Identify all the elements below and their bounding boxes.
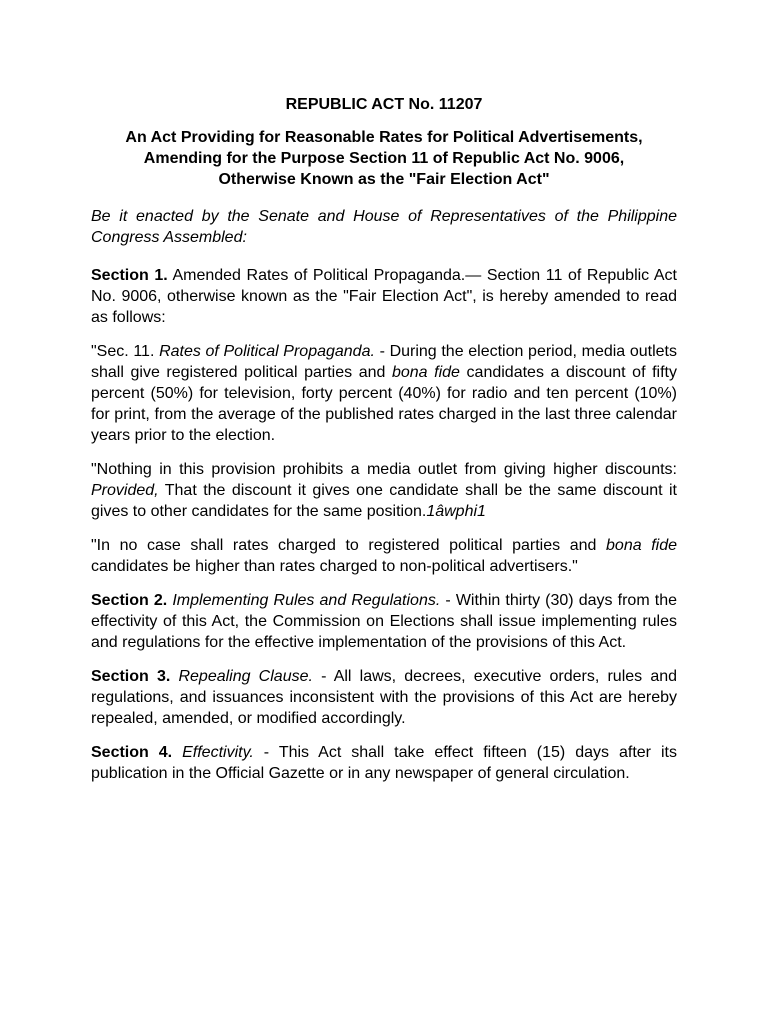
section-4-text: - This Act shall take effect fifteen (15) days after its publication in the Official Gazette or in any newspaper of general circulation. bbox=[91, 744, 677, 782]
discounts-text-2: That the discount it gives one candidate shall be the same discount it gives to other candidates for the same position. bbox=[91, 482, 677, 520]
provided-term: Provided, bbox=[91, 482, 159, 499]
section-1-label: Section 1. bbox=[91, 267, 168, 284]
document-subtitle bbox=[91, 127, 677, 190]
section-2-text: - Within thirty (30) days from the effectivity of this Act, the Commission on Elections shall issue implementing rules and regulations for the effective implementation of the provisions of this Act. bbox=[91, 592, 677, 651]
section-3-heading: Repealing Clause. bbox=[178, 668, 313, 685]
document-body bbox=[91, 94, 677, 797]
discounts-paragraph bbox=[91, 459, 677, 522]
no-case-text-2: candidates be higher than rates charged to non-political advertisers." bbox=[91, 558, 578, 575]
section-3-text: - All laws, decrees, executive orders, rules and regulations, and issuances inconsistent with the provisions of this Act are hereby repealed, amended, or modified accordingly. bbox=[91, 668, 678, 727]
watermark-text: 1âwphi1 bbox=[426, 503, 486, 520]
bona-fide-term: bona fide bbox=[606, 537, 677, 554]
section-4-heading: Effectivity. bbox=[182, 744, 254, 761]
bona-fide-term: bona fide bbox=[391, 364, 460, 381]
section-3-paragraph bbox=[91, 666, 677, 729]
discounts-text-1: "Nothing in this provision prohibits a media outlet from giving higher discounts: bbox=[91, 461, 677, 478]
section-3-label: Section 3. bbox=[91, 668, 171, 685]
section-1-text: Amended Rates of Political Propaganda.— Section 11 of Republic Act No. 9006, otherwise known as the "Fair Election Act", is hereby amended to read as follows: bbox=[91, 267, 678, 326]
sec-11-paragraph bbox=[91, 341, 677, 446]
section-2-paragraph bbox=[91, 590, 677, 653]
section-4-label: Section 4. bbox=[91, 744, 173, 761]
section-4-paragraph bbox=[91, 742, 677, 784]
sec-11-text-2: candidates a discount of fifty percent (50%) for television, forty percent (40%) for radio and ten percent (10%) for print, from the average of the published rates charged in the last three calendar years prior to the election. bbox=[91, 364, 678, 444]
subtitle-line: Otherwise Known as the "Fair Election Act" bbox=[218, 171, 550, 188]
sec-11-heading: Rates of Political Propaganda. bbox=[159, 343, 375, 360]
subtitle-line: An Act Providing for Reasonable Rates for Political Advertisements, bbox=[125, 129, 643, 146]
no-case-paragraph bbox=[91, 535, 677, 577]
section-2-heading: Implementing Rules and Regulations. bbox=[172, 592, 441, 609]
section-1-paragraph bbox=[91, 265, 677, 328]
subtitle-line: Amending for the Purpose Section 11 of Republic Act No. 9006, bbox=[143, 150, 625, 167]
sec-11-prefix: "Sec. 11. bbox=[91, 343, 160, 360]
sec-11-text-1: - During the election period, media outlets shall give registered political parties and bbox=[91, 343, 678, 381]
section-2-label: Section 2. bbox=[91, 592, 168, 609]
document-title: REPUBLIC ACT No. 11207 bbox=[285, 96, 483, 113]
enacting-clause: Be it enacted by the Senate and House of Representatives of the Philippine Congress Assembled: bbox=[91, 208, 677, 246]
no-case-text-1: "In no case shall rates charged to registered political parties and bbox=[91, 537, 607, 554]
